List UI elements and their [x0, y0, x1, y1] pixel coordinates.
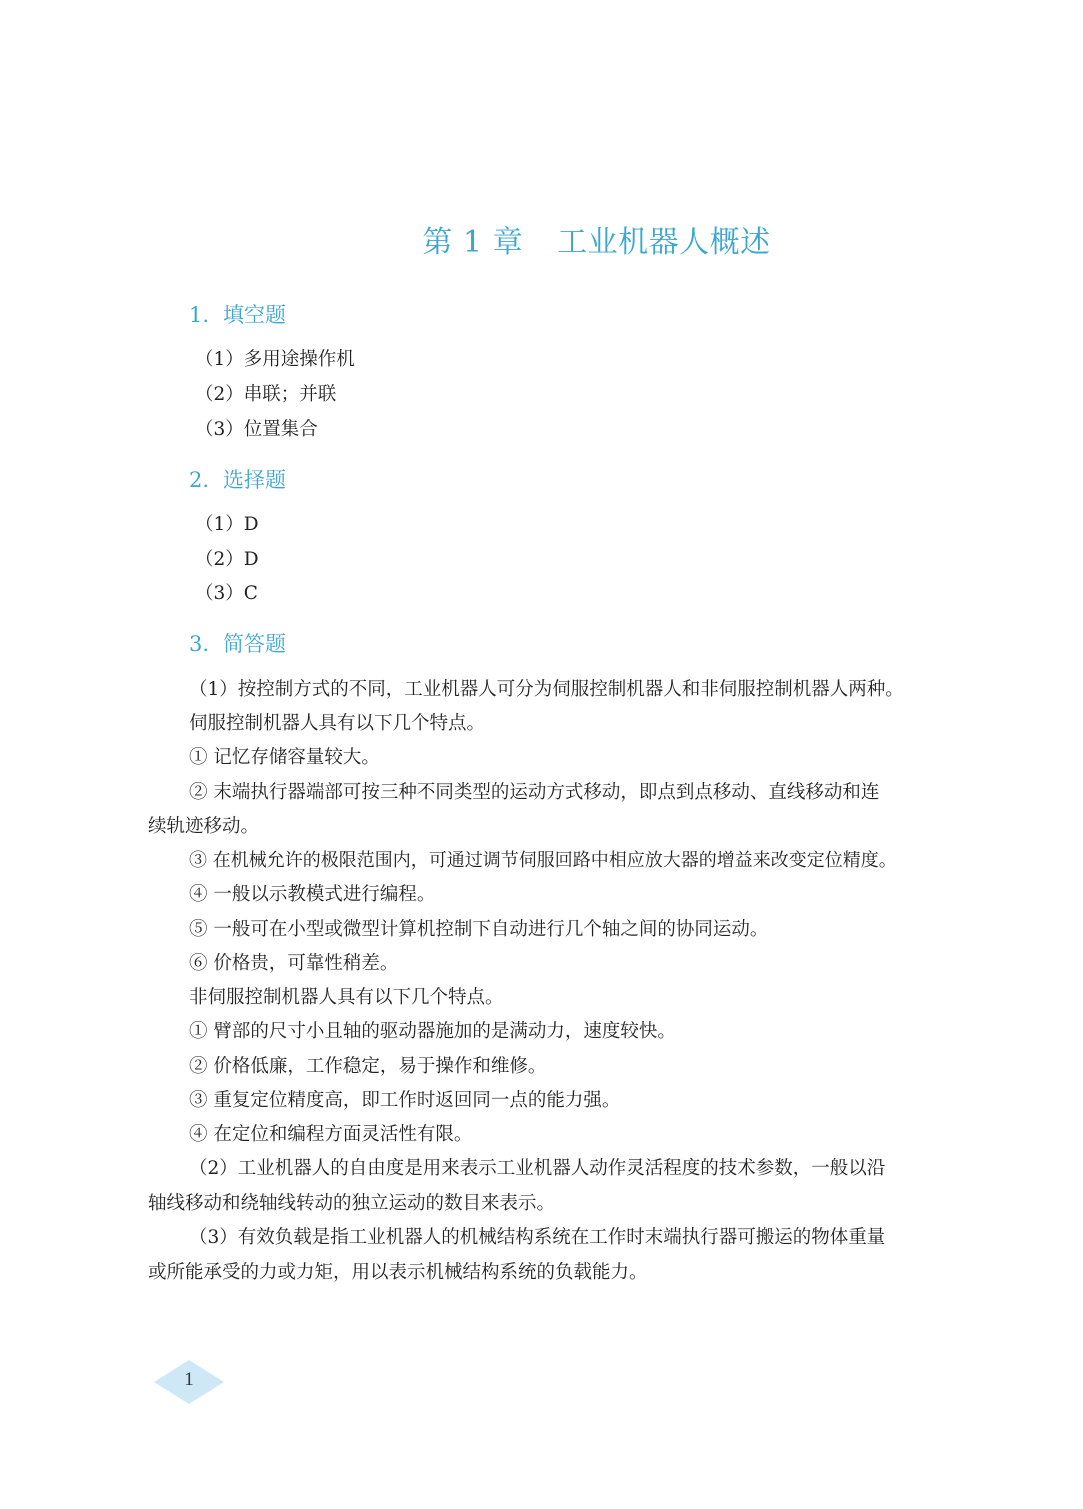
- paragraph-line: （1）按控制方式的不同，工业机器人可分为伺服控制机器人和非伺服控制机器人两种。: [189, 679, 904, 700]
- paragraph-line: ③ 重复定位精度高，即工作时返回同一点的能力强。: [189, 1090, 621, 1111]
- paragraph-line: ① 臂部的尺寸小且轴的驱动器施加的是满动力，速度较快。: [189, 1021, 676, 1042]
- paragraph-line: 或所能承受的力或力矩，用以表示机械结构系统的负载能力。: [148, 1262, 648, 1283]
- paragraph-line: ② 价格低廉，工作稳定，易于操作和维修。: [189, 1056, 547, 1077]
- section-index: 2.: [189, 468, 210, 492]
- answer-line: （2）串联；并联: [195, 384, 337, 405]
- chapter-number: 第 1 章: [422, 225, 524, 260]
- page-number: 1: [184, 1369, 194, 1390]
- paragraph-line: 非伺服控制机器人具有以下几个特点。: [189, 987, 504, 1008]
- paragraph-line: ④ 在定位和编程方面灵活性有限。: [189, 1124, 473, 1145]
- paragraph-line: ③ 在机械允许的极限范围内，可通过调节伺服回路中相应放大器的增益来改变定位精度。: [189, 850, 897, 871]
- answer-line: （3）C: [195, 583, 258, 604]
- section-heading-fill-blank: [189, 299, 286, 329]
- paragraph-line: （2）工业机器人的自由度是用来表示工业机器人动作灵活程度的技术参数，一般以沿: [189, 1158, 886, 1179]
- answer-line: （1）D: [195, 514, 259, 535]
- chapter-name: 工业机器人概述: [557, 225, 771, 260]
- paragraph-line: ② 末端执行器端部可按三种不同类型的运动方式移动，即点到点移动、直线移动和连: [189, 782, 880, 803]
- paragraph-line: ④ 一般以示教模式进行编程。: [189, 884, 436, 905]
- answer-line: （1）多用途操作机: [195, 349, 355, 370]
- section-title: 填空题: [223, 303, 287, 327]
- paragraph-line: ⑥ 价格贵，可靠性稍差。: [189, 953, 399, 974]
- paragraph-line: （3）有效负载是指工业机器人的机械结构系统在工作时末端执行器可搬运的物体重量: [189, 1227, 886, 1248]
- paragraph-line: ⑤ 一般可在小型或微型计算机控制下自动进行几个轴之间的协同运动。: [189, 919, 769, 940]
- paragraph-line: ① 记忆存储容量较大。: [189, 747, 380, 768]
- chapter-title: [0, 217, 1083, 261]
- section-index: 1.: [189, 303, 210, 327]
- page-number-badge: [154, 1360, 224, 1404]
- section-title: 选择题: [223, 468, 287, 492]
- paragraph-line: 续轨迹移动。: [148, 816, 260, 837]
- answer-line: （3）位置集合: [195, 419, 318, 440]
- paragraph-line: 伺服控制机器人具有以下几个特点。: [189, 713, 486, 734]
- section-heading-short-answer: [189, 628, 286, 658]
- section-title: 简答题: [223, 632, 287, 656]
- answer-line: （2）D: [195, 549, 259, 570]
- section-heading-multiple-choice: [189, 464, 286, 494]
- paragraph-line: 轴线移动和绕轴线转动的独立运动的数目来表示。: [148, 1193, 556, 1214]
- section-index: 3.: [189, 632, 210, 656]
